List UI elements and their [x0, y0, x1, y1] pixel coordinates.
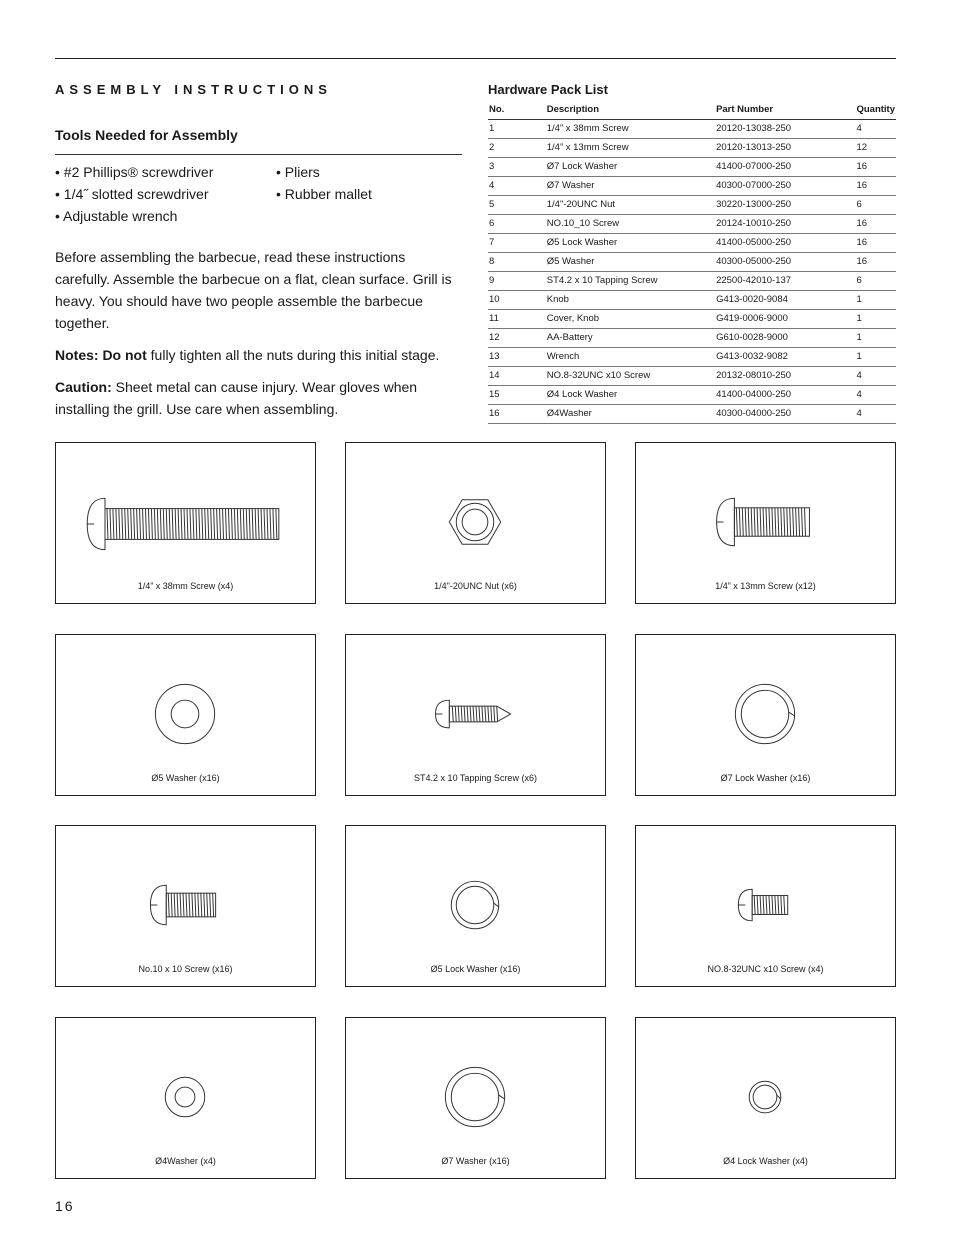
table-row [488, 196, 896, 215]
table-cell: G610-0028-9000 [715, 329, 855, 348]
hardware-column [488, 82, 896, 424]
table-cell: 1 [855, 291, 896, 310]
flat-washer-icon [56, 1018, 315, 1178]
table-cell: Wrench [546, 348, 715, 367]
table-row [488, 215, 896, 234]
panel-caption: ST4.2 x 10 Tapping Screw (x6) [414, 773, 537, 783]
table-cell: 15 [488, 386, 546, 405]
hardware-panel [345, 1017, 606, 1179]
table-cell: 3 [488, 158, 546, 177]
table-cell: NO.8-32UNC x10 Screw [546, 367, 715, 386]
table-cell: 16 [855, 177, 896, 196]
panel-caption: NO.8-32UNC x10 Screw (x4) [707, 964, 824, 974]
table-row [488, 386, 896, 405]
table-row [488, 405, 896, 424]
table-row [488, 139, 896, 158]
lock-washer-icon [636, 635, 895, 795]
table-cell: Ø5 Lock Washer [546, 234, 715, 253]
hardware-panel [55, 634, 316, 796]
flat-washer-icon [56, 635, 315, 795]
hardware-panel [55, 442, 316, 604]
table-row [488, 310, 896, 329]
panel-caption: Ø5 Lock Washer (x16) [430, 964, 521, 974]
table-cell: ST4.2 x 10 Tapping Screw [546, 272, 715, 291]
table-row [488, 177, 896, 196]
panel-caption: Ø4Washer (x4) [155, 1156, 216, 1166]
tool-item: • 1/4˝ slotted screwdriver [55, 186, 209, 202]
table-cell: Ø4Washer [546, 405, 715, 424]
table-row [488, 253, 896, 272]
table-cell: 9 [488, 272, 546, 291]
hardware-table [488, 102, 896, 424]
column-header: No. [488, 102, 546, 120]
table-cell: 13 [488, 348, 546, 367]
instructions-column [55, 82, 462, 420]
table-cell: 5 [488, 196, 546, 215]
table-cell: 16 [855, 234, 896, 253]
table-cell: 40300-04000-250 [715, 405, 855, 424]
screw-no10-icon [56, 826, 315, 986]
hardware-panel [635, 442, 896, 604]
panel-caption: 1/4"-20UNC Nut (x6) [434, 581, 517, 591]
table-cell: 1/4"-20UNC Nut [546, 196, 715, 215]
hardware-panel [635, 634, 896, 796]
hardware-panel [55, 825, 316, 987]
table-cell: 1/4” x 13mm Screw [546, 139, 715, 158]
table-cell: 10 [488, 291, 546, 310]
table-cell: 1 [855, 310, 896, 329]
hardware-panel [345, 634, 606, 796]
table-cell: 16 [855, 158, 896, 177]
table-cell: 40300-07000-250 [715, 177, 855, 196]
screw-no8-icon [636, 826, 895, 986]
table-cell: 41400-07000-250 [715, 158, 855, 177]
table-row [488, 120, 896, 139]
table-cell: 11 [488, 310, 546, 329]
hardware-title: Hardware Pack List [488, 82, 608, 97]
table-row [488, 234, 896, 253]
panel-caption: 1/4” x 13mm Screw (x12) [715, 581, 816, 591]
table-row [488, 272, 896, 291]
table-cell: G413-0032-9082 [715, 348, 855, 367]
table-cell: NO.10_10 Screw [546, 215, 715, 234]
table-cell: 12 [488, 329, 546, 348]
hardware-table-body [488, 120, 896, 424]
table-cell: 20124-10010-250 [715, 215, 855, 234]
table-cell: Cover, Knob [546, 310, 715, 329]
table-cell: 4 [855, 386, 896, 405]
caution-paragraph [55, 376, 462, 420]
lock-washer-icon [636, 1018, 895, 1178]
table-cell: 1 [855, 348, 896, 367]
table-cell: 1 [855, 329, 896, 348]
screw-13mm-icon [636, 443, 895, 603]
tool-item: • Pliers [276, 164, 320, 180]
table-cell: Knob [546, 291, 715, 310]
screw-38mm-icon [56, 443, 315, 603]
page-heading: ASSEMBLY INSTRUCTIONS [55, 82, 332, 97]
table-cell: Ø5 Washer [546, 253, 715, 272]
table-cell: 20120-13038-250 [715, 120, 855, 139]
table-cell: 1/4” x 38mm Screw [546, 120, 715, 139]
hardware-panel [55, 1017, 316, 1179]
table-cell: G419-0006-9000 [715, 310, 855, 329]
intro-paragraph: Before assembling the barbecue, read these instructions carefully. Assemble the barbecue on a flat, clean surface. Grill is heavy. You should have two people assemble the barbecue together. [55, 249, 452, 331]
hardware-panel [345, 442, 606, 604]
table-cell: 4 [855, 120, 896, 139]
table-cell: 12 [855, 139, 896, 158]
column-header: Part Number [715, 102, 855, 120]
hardware-panel [345, 825, 606, 987]
table-cell: 1 [488, 120, 546, 139]
table-row [488, 329, 896, 348]
panel-caption: No.10 x 10 Screw (x16) [138, 964, 233, 974]
table-cell: 6 [855, 272, 896, 291]
table-cell: 41400-04000-250 [715, 386, 855, 405]
table-cell: 20120-13013-250 [715, 139, 855, 158]
panel-caption: Ø7 Lock Washer (x16) [720, 773, 811, 783]
page-number: 16 [55, 1198, 75, 1214]
tool-item: • Adjustable wrench [55, 208, 178, 224]
table-cell: 16 [488, 405, 546, 424]
table-cell: 8 [488, 253, 546, 272]
table-row [488, 158, 896, 177]
tool-item: • Rubber mallet [276, 186, 372, 202]
table-cell: 6 [855, 196, 896, 215]
hex-nut-icon [346, 443, 605, 603]
table-cell: 4 [488, 177, 546, 196]
tool-item: • #2 Phillips® screwdriver [55, 164, 214, 180]
panel-caption: Ø4 Lock Washer (x4) [723, 1156, 808, 1166]
table-cell: AA-Battery [546, 329, 715, 348]
table-cell: Ø7 Washer [546, 177, 715, 196]
table-cell: 22500-42010-137 [715, 272, 855, 291]
notes-text: fully tighten all the nuts during this initial stage. [146, 347, 440, 363]
table-cell: 20132-08010-250 [715, 367, 855, 386]
table-header-row [488, 102, 896, 120]
table-cell: 4 [855, 405, 896, 424]
table-cell: 6 [488, 215, 546, 234]
lock-washer-icon [346, 826, 605, 986]
column-header: Description [546, 102, 715, 120]
panel-caption: Ø7 Washer (x16) [441, 1156, 510, 1166]
caution-text: Sheet metal can cause injury. Wear gloves when installing the grill. Use care when assembling. [55, 379, 418, 417]
table-cell: 7 [488, 234, 546, 253]
table-cell: 41400-05000-250 [715, 234, 855, 253]
table-row [488, 291, 896, 310]
tapping-screw-icon [346, 635, 605, 795]
caution-label: Caution: [55, 379, 112, 395]
table-cell: Ø4 Lock Washer [546, 386, 715, 405]
table-cell: 14 [488, 367, 546, 386]
panel-caption: 1/4” x 38mm Screw (x4) [137, 581, 234, 591]
tools-list [55, 164, 462, 224]
lock-washer-icon [346, 1018, 605, 1178]
table-row [488, 348, 896, 367]
tools-title: Tools Needed for Assembly [55, 127, 462, 155]
top-rule [55, 58, 896, 59]
panel-caption: Ø5 Washer (x16) [151, 773, 220, 783]
table-cell: 40300-05000-250 [715, 253, 855, 272]
hardware-panel [635, 825, 896, 987]
table-cell: Ø7 Lock Washer [546, 158, 715, 177]
table-row [488, 367, 896, 386]
table-cell: 4 [855, 367, 896, 386]
column-header: Quantity [855, 102, 896, 120]
table-cell: G413-0020-9084 [715, 291, 855, 310]
table-cell: 30220-13000-250 [715, 196, 855, 215]
table-cell: 16 [855, 215, 896, 234]
notes-label: Notes: Do not [55, 347, 147, 363]
notes-paragraph [55, 344, 462, 366]
table-cell: 16 [855, 253, 896, 272]
hardware-panel [635, 1017, 896, 1179]
table-cell: 2 [488, 139, 546, 158]
